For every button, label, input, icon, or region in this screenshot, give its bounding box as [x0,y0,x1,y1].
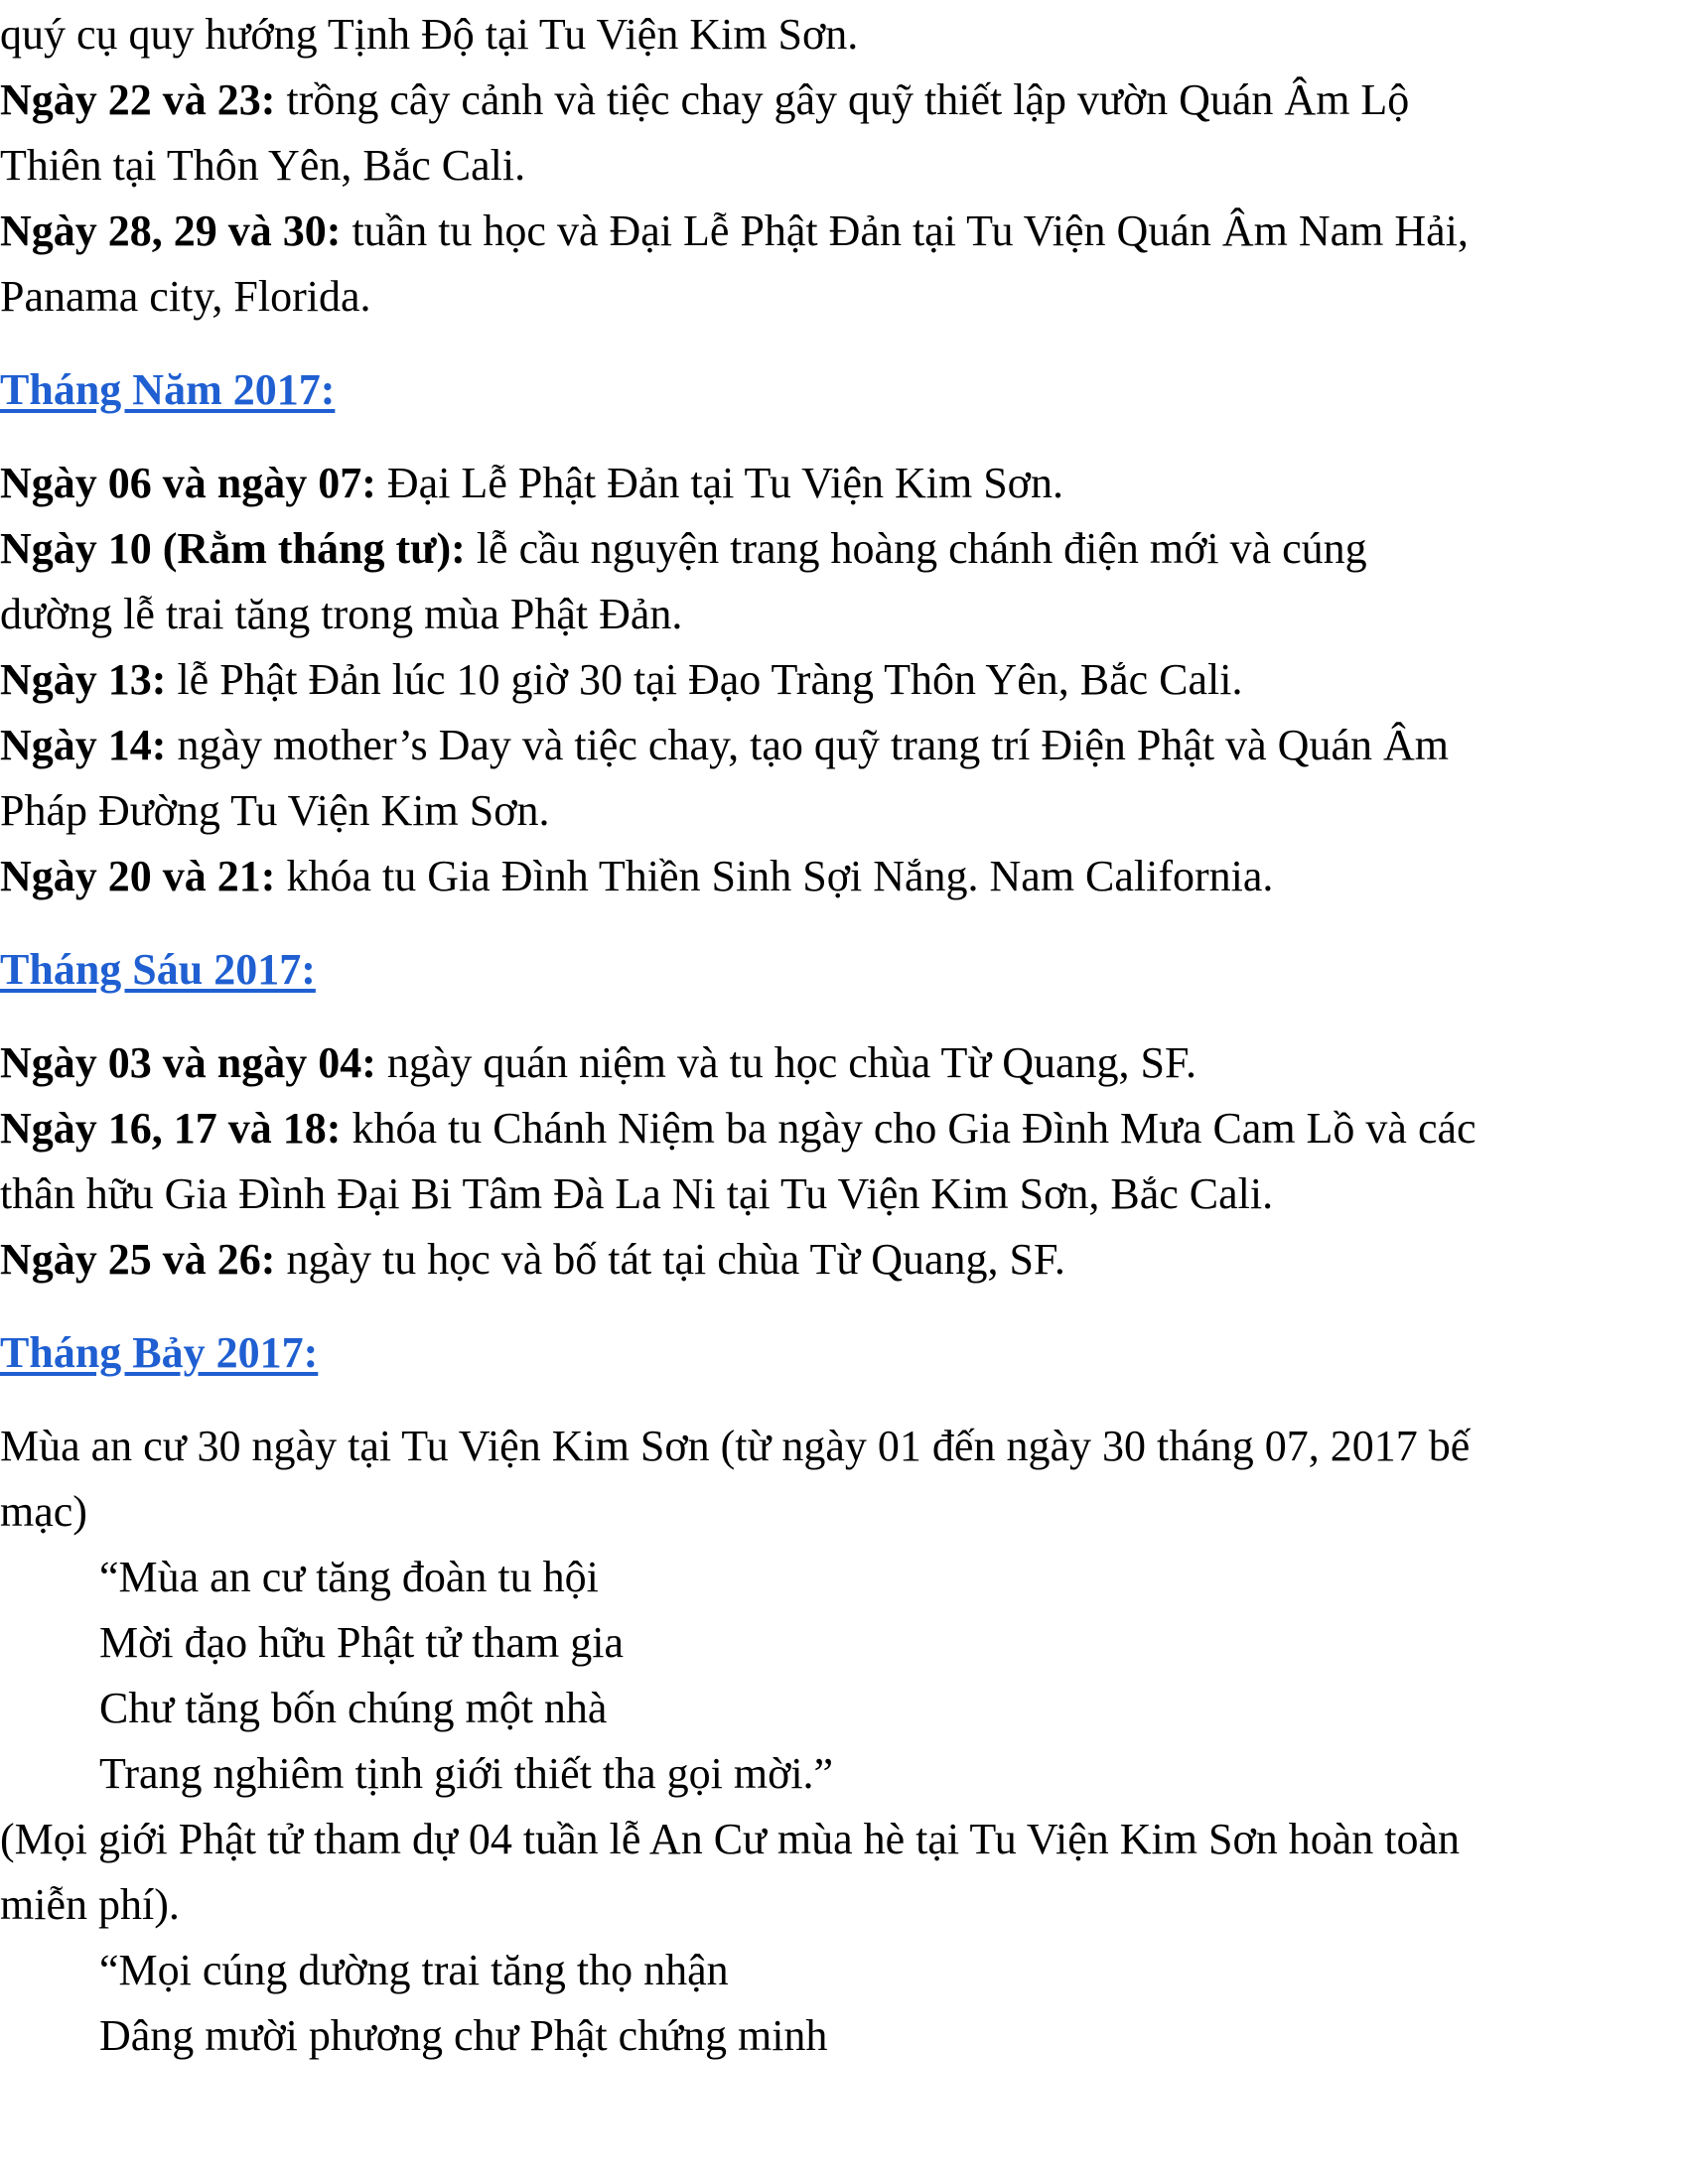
poem-line: Dâng mười phương chư Phật chứng minh [99,2011,828,2060]
event-date-label: Ngày 20 và 21: [0,852,276,900]
poem-line: “Mọi cúng dường trai tăng thọ nhận [99,1946,729,1994]
event-date-label: Ngày 10 (Rằm tháng tư): [0,524,466,573]
event-line-continued: dường lễ trai tăng trong mùa Phật Đản. [0,590,683,638]
event-line [0,516,1688,582]
event-text: ngày quán niệm và tu học chùa Từ Quang, SF. [375,1038,1196,1087]
event-date-label: Ngày 06 và ngày 07: [0,459,376,507]
event-text: ngày mother’s Day và tiệc chay, tạo quỹ trang trí Điện Phật và Quán Âm [166,721,1449,769]
month-heading-text[interactable]: Tháng Năm 2017: [0,365,336,414]
event-line [0,844,1688,909]
event-line [0,199,1688,264]
poem-line: “Mùa an cư tăng đoàn tu hội [99,1553,599,1601]
event-line [0,1227,1688,1293]
poem-line: Chư tăng bốn chúng một nhà [99,1684,608,1732]
paragraph-line-continued: miễn phí). [0,1880,180,1929]
paragraph-line-continued: mạc) [0,1487,87,1536]
event-line [0,713,1688,778]
poem-line: Trang nghiêm tịnh giới thiết tha gọi mời.” [99,1749,834,1798]
event-line-continued: thân hữu Gia Đình Đại Bi Tâm Đà La Ni tại Tu Viện Kim Sơn, Bắc Cali. [0,1169,1274,1218]
poem-line: Mời đạo hữu Phật tử tham gia [99,1618,625,1667]
event-date-label: Ngày 25 và 26: [0,1235,276,1284]
month-heading-june[interactable] [0,937,1688,1003]
event-date-label: Ngày 28, 29 và 30: [0,206,342,255]
event-date-label: Ngày 16, 17 và 18: [0,1104,342,1153]
event-line [0,68,1688,133]
event-date-label: Ngày 14: [0,721,167,769]
event-text: trồng cây cảnh và tiệc chay gây quỹ thiết lập vườn Quán Âm Lộ [275,75,1410,124]
event-text: tuần tu học và Đại Lễ Phật Đản tại Tu Viện Quán Âm Nam Hải, [341,206,1469,255]
event-line [0,451,1688,516]
event-text: khóa tu Gia Đình Thiền Sinh Sợi Nắng. Nam California. [275,852,1274,900]
month-heading-may[interactable] [0,357,1688,423]
paragraph-line: Mùa an cư 30 ngày tại Tu Viện Kim Sơn (từ ngày 01 đến ngày 30 tháng 07, 2017 bế [0,1422,1471,1470]
month-heading-july[interactable] [0,1320,1688,1386]
event-text: Đại Lễ Phật Đản tại Tu Viện Kim Sơn. [375,459,1063,507]
paragraph-line: (Mọi giới Phật tử tham dự 04 tuần lễ An Cư mùa hè tại Tu Viện Kim Sơn hoàn toàn [0,1815,1461,1863]
event-date-label: Ngày 03 và ngày 04: [0,1038,376,1087]
event-line-continued: Panama city, Florida. [0,272,371,321]
event-date-label: Ngày 22 và 23: [0,75,276,124]
event-text: lễ Phật Đản lúc 10 giờ 30 tại Đạo Tràng Thôn Yên, Bắc Cali. [166,655,1243,704]
event-text: khóa tu Chánh Niệm ba ngày cho Gia Đình Mưa Cam Lồ và các [341,1104,1477,1153]
event-line [0,1096,1688,1161]
event-date-label: Ngày 13: [0,655,167,704]
event-text: ngày tu học và bố tát tại chùa Từ Quang, SF. [275,1235,1065,1284]
event-text: lễ cầu nguyện trang hoàng chánh điện mới và cúng [465,524,1367,573]
intro-line: quý cụ quy hướng Tịnh Độ tại Tu Viện Kim Sơn. [0,10,859,59]
event-line [0,1030,1688,1096]
event-line-continued: Pháp Đường Tu Viện Kim Sơn. [0,786,550,835]
event-line [0,647,1688,713]
event-line-continued: Thiên tại Thôn Yên, Bắc Cali. [0,141,526,190]
month-heading-text[interactable]: Tháng Bảy 2017: [0,1328,319,1377]
month-heading-text[interactable]: Tháng Sáu 2017: [0,945,316,994]
